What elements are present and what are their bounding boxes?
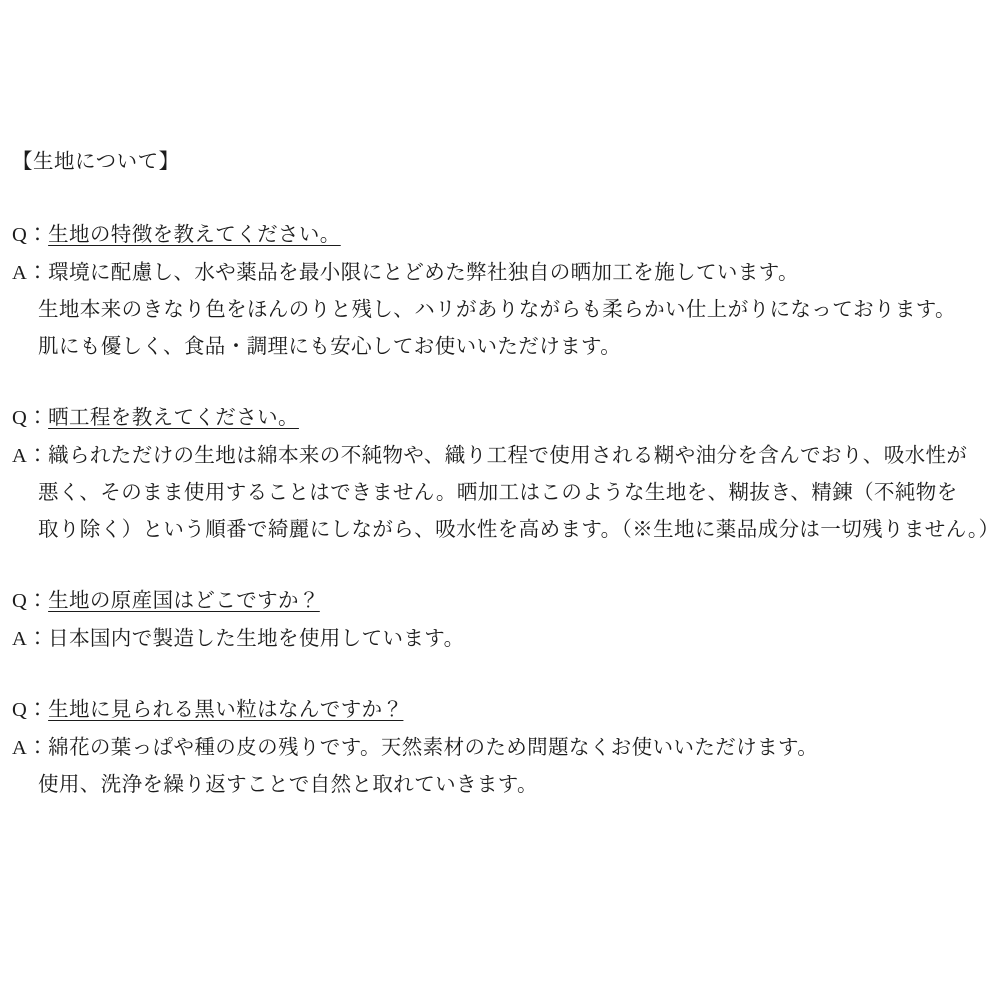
qa-item <box>12 692 988 804</box>
question-prefix: Q： <box>12 698 49 721</box>
answer-line: 生地本来のきなり色をほんのりと残し、ハリがありながらも柔らかい仕上がりになっております。 <box>38 298 956 321</box>
question-line <box>12 583 988 620</box>
question-prefix: Q： <box>12 223 49 246</box>
qa-item <box>12 217 988 366</box>
answer-text: 環境に配慮し、水や薬品を最小限にとどめた弊社独自の晒加工を施しています。 <box>48 261 799 284</box>
answer-line <box>12 255 988 292</box>
answer-line: 取り除く）という順番で綺麗にしながら、吸水性を高めます。（※生地に薬品成分は一切残りません。） <box>38 518 1000 541</box>
answer-line: 使用、洗浄を繰り返すことで自然と取れていきます。 <box>38 773 538 796</box>
answer-line <box>12 621 988 658</box>
answer-text: 綿花の葉っぱや種の皮の残りです。天然素材のため問題なくお使いいただけます。 <box>48 736 819 759</box>
qa-item <box>12 583 988 658</box>
answer-prefix: A： <box>12 261 49 284</box>
question-text: 生地の特徴を教えてください。 <box>48 223 341 246</box>
question-text: 晒工程を教えてください。 <box>48 406 299 429</box>
question-prefix: Q： <box>12 589 49 612</box>
answer-prefix: A： <box>12 736 49 759</box>
question-line <box>12 400 988 437</box>
question-line <box>12 217 988 254</box>
answer-text: 織られただけの生地は綿本来の不純物や、織り工程で使用される糊や油分を含んでおり、吸水性が <box>48 444 968 467</box>
question-line <box>12 692 988 729</box>
question-text: 生地に見られる黒い粒はなんですか？ <box>48 698 404 721</box>
question-text: 生地の原産国はどこですか？ <box>48 589 320 612</box>
answer-line <box>12 730 988 767</box>
section-title: 【生地について】 <box>12 151 180 173</box>
faq-content <box>12 151 1000 804</box>
qa-item <box>12 400 1000 549</box>
answer-line: 肌にも優しく、食品・調理にも安心してお使いいただけます。 <box>38 335 622 358</box>
answer-text: 日本国内で製造した生地を使用しています。 <box>48 627 465 650</box>
answer-prefix: A： <box>12 444 49 467</box>
answer-line: 悪く、そのまま使用することはできません。晒加工はこのような生地を、糊抜き、精錬（不純物を <box>38 481 958 504</box>
question-prefix: Q： <box>12 406 49 429</box>
answer-line <box>12 438 988 475</box>
answer-prefix: A： <box>12 627 49 650</box>
